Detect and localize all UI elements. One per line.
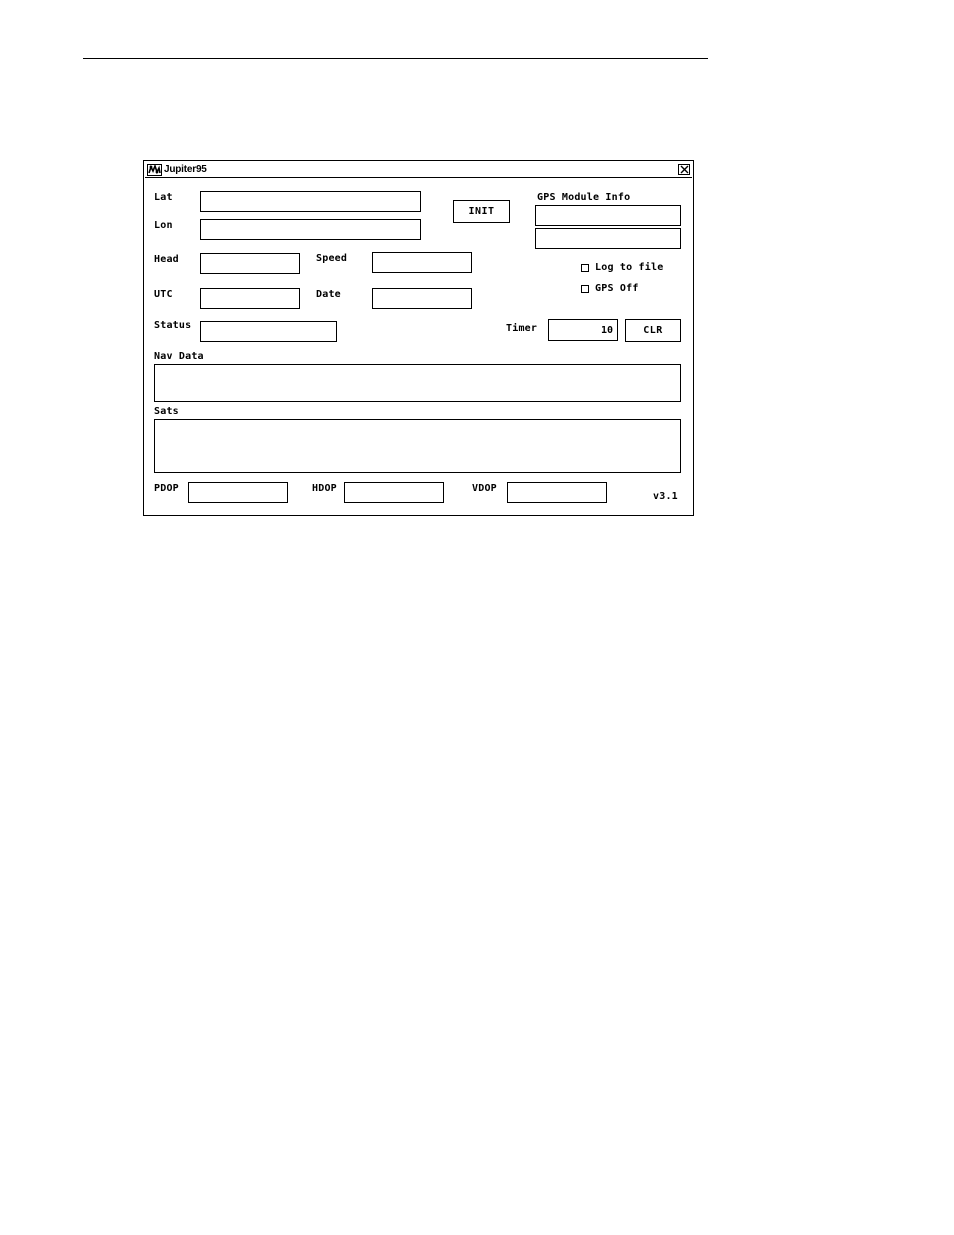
lat-label: Lat (154, 192, 173, 203)
status-label: Status (154, 320, 192, 331)
status-field[interactable] (200, 321, 337, 342)
speed-field[interactable] (372, 252, 472, 273)
title-bar[interactable] (145, 162, 692, 178)
close-icon (680, 165, 689, 174)
date-label: Date (316, 289, 341, 300)
vdop-label: VDOP (472, 483, 497, 494)
gps-off-label: GPS Off (595, 283, 639, 294)
log-to-file-label: Log to file (595, 262, 664, 273)
jupiter95-window (143, 160, 694, 516)
gps-module-info-label: GPS Module Info (537, 192, 631, 203)
nav-data-panel[interactable] (154, 364, 681, 402)
hdop-field[interactable] (344, 482, 444, 503)
speed-label: Speed (316, 253, 348, 264)
pdop-label: PDOP (154, 483, 179, 494)
pdop-field[interactable] (188, 482, 288, 503)
lon-label: Lon (154, 220, 173, 231)
date-field[interactable] (372, 288, 472, 309)
gps-off-checkbox-box[interactable] (581, 285, 589, 293)
head-field[interactable] (200, 253, 300, 274)
head-label: Head (154, 254, 179, 265)
utc-field[interactable] (200, 288, 300, 309)
version-label: v3.1 (653, 491, 678, 502)
sats-label: Sats (154, 406, 179, 417)
vdop-field[interactable] (507, 482, 607, 503)
log-to-file-checkbox-box[interactable] (581, 264, 589, 272)
sats-panel[interactable] (154, 419, 681, 473)
close-button[interactable] (678, 164, 690, 175)
nav-data-label: Nav Data (154, 351, 204, 362)
gps-module-info-field-1[interactable] (535, 205, 681, 226)
gps-module-info-field-2[interactable] (535, 228, 681, 249)
lat-field[interactable] (200, 191, 421, 212)
timer-label: Timer (506, 323, 538, 334)
gps-off-checkbox[interactable] (581, 283, 639, 294)
window-title: Jupiter95 (164, 164, 207, 175)
hdop-label: HDOP (312, 483, 337, 494)
page-header-rule (83, 58, 708, 59)
init-button[interactable]: INIT (453, 200, 510, 223)
utc-label: UTC (154, 289, 173, 300)
timer-field[interactable] (548, 319, 618, 341)
app-icon (147, 164, 162, 176)
clear-timer-button[interactable]: CLR (625, 319, 681, 342)
lon-field[interactable] (200, 219, 421, 240)
log-to-file-checkbox[interactable] (581, 262, 663, 273)
